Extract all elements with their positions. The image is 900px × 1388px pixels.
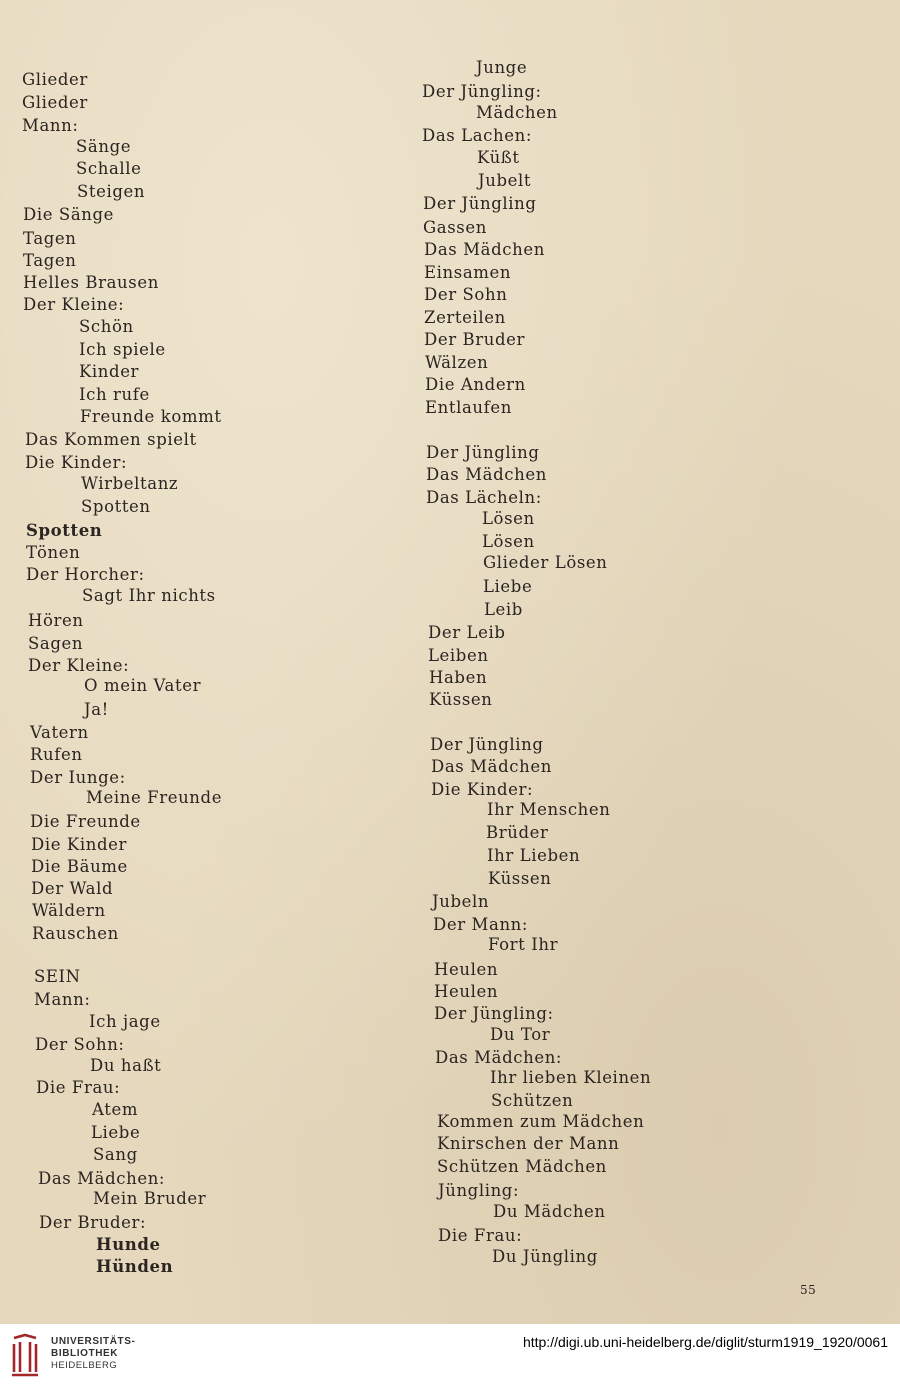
right-column-line: Die Kinder:	[431, 780, 534, 799]
right-column-line: Der Bruder	[424, 330, 525, 349]
right-column-line: Lösen	[482, 532, 535, 551]
library-logo-icon	[10, 1332, 40, 1378]
right-column-line: Das Mädchen	[424, 240, 545, 259]
left-column-line: Atem	[92, 1100, 139, 1119]
left-column-line: Die Frau:	[36, 1078, 121, 1097]
right-column-line: Der Jüngling:	[422, 82, 542, 101]
right-column-line: Die Frau:	[438, 1226, 523, 1245]
right-column-line: Der Jüngling:	[434, 1004, 554, 1023]
right-column-line: Fort Ihr	[488, 935, 559, 954]
right-column-line: Das Mädchen	[431, 757, 552, 776]
left-column-line: Die Kinder:	[25, 453, 128, 472]
left-column-line: Die Freunde	[30, 812, 141, 831]
left-column-line: O mein Vater	[84, 676, 202, 695]
left-column-line: Der Iunge:	[30, 768, 126, 787]
right-column-line: Die Andern	[425, 375, 526, 394]
left-column-line: Ich jage	[89, 1012, 161, 1031]
right-column-line: Junge	[476, 58, 528, 77]
left-column-line: Wirbeltanz	[81, 474, 179, 493]
left-column-line: SEIN	[34, 967, 81, 986]
left-column-line: Sagen	[28, 634, 84, 653]
right-column-line: Du Tor	[490, 1025, 551, 1044]
right-column-line: Der Jüngling	[423, 194, 537, 213]
left-column-line: Das Kommen spielt	[25, 430, 197, 449]
right-column-line: Das Mädchen:	[435, 1048, 563, 1067]
left-column-line: Spotten	[81, 497, 151, 516]
left-column-line: Glieder	[22, 70, 88, 89]
right-column-line: Mädchen	[476, 103, 558, 122]
right-column-line: Lösen	[482, 509, 535, 528]
left-column-line: Du haßt	[90, 1056, 162, 1075]
left-column-line: Mann:	[34, 990, 91, 1009]
right-column-line: Jubeln	[432, 892, 490, 911]
left-column-line: Glieder	[22, 93, 88, 112]
page-number: 55	[800, 1283, 817, 1297]
left-column-line: Mein Bruder	[93, 1189, 207, 1208]
right-column-line: Gassen	[423, 218, 487, 237]
left-column-line: Die Sänge	[23, 205, 115, 224]
right-column-line: Brüder	[486, 823, 549, 842]
library-name-line3: HEIDELBERG	[51, 1360, 118, 1371]
right-column-line: Küssen	[488, 869, 552, 888]
right-column-line: Der Sohn	[424, 285, 508, 304]
library-name-line1: UNIVERSITÄTS-	[51, 1336, 136, 1347]
left-column-line: Sang	[93, 1145, 138, 1164]
right-column-line: Einsamen	[424, 263, 512, 282]
left-column-line: Ich spiele	[79, 340, 166, 359]
left-column-line: Tönen	[26, 543, 81, 562]
right-column-line: Wälzen	[425, 353, 489, 372]
right-column-line: Der Jüngling	[426, 443, 540, 462]
right-column-line: Das Lächeln:	[426, 488, 542, 507]
right-column-line: Liebe	[483, 577, 533, 596]
right-column-line: Jubelt	[478, 171, 532, 190]
right-column-line: Kommen zum Mädchen	[437, 1112, 645, 1131]
right-column-line: Entlaufen	[425, 398, 512, 417]
right-column-line: Knirschen der Mann	[437, 1134, 620, 1153]
left-column-line: Sänge	[76, 137, 132, 156]
left-column-line: Liebe	[91, 1123, 141, 1142]
library-footer	[0, 1324, 900, 1388]
left-column-line: Hören	[28, 611, 84, 630]
left-column-line: Die Bäume	[31, 857, 128, 876]
left-column-line: Rauschen	[32, 924, 119, 943]
left-column-line: Schön	[79, 317, 134, 336]
left-column-line: Sagt Ihr nichts	[82, 586, 216, 605]
right-column-line: Küssen	[429, 690, 493, 709]
left-column-line: Das Mädchen:	[38, 1169, 166, 1188]
right-column-line: Küßt	[477, 148, 520, 167]
right-column-line: Ihr Lieben	[487, 846, 581, 865]
right-column-line: Das Lachen:	[422, 126, 532, 145]
left-column-line: Der Kleine:	[28, 656, 130, 675]
left-column-line: Helles Brausen	[23, 273, 159, 292]
right-column-line: Leib	[484, 600, 523, 619]
left-column-line: Hünden	[96, 1257, 174, 1276]
right-column-line: Der Mann:	[433, 915, 529, 934]
left-column-line: Der Bruder:	[39, 1213, 147, 1232]
left-column-line: Freunde kommt	[80, 407, 222, 426]
right-column-line: Jüngling:	[438, 1181, 520, 1200]
left-column-line: Vatern	[30, 723, 89, 742]
left-column-line: Meine Freunde	[86, 788, 223, 807]
left-column-line: Mann:	[22, 116, 79, 135]
right-column-line: Der Jüngling	[430, 735, 544, 754]
left-column-line: Wäldern	[32, 901, 106, 920]
right-column-line: Ihr Menschen	[487, 800, 611, 819]
right-column-line: Haben	[429, 668, 488, 687]
right-column-line: Du Mädchen	[493, 1202, 606, 1221]
right-column-line: Ihr lieben Kleinen	[490, 1068, 652, 1087]
left-column-line: Spotten	[26, 521, 103, 540]
document-url-link[interactable]: http://digi.ub.uni-heidelberg.de/diglit/sturm1919_1920/0061	[522, 1334, 888, 1350]
left-column-line: Der Kleine:	[23, 295, 125, 314]
right-column-line: Heulen	[434, 960, 499, 979]
left-column-line: Ja!	[84, 700, 109, 719]
left-column-line: Der Sohn:	[35, 1035, 125, 1054]
left-column-line: Tagen	[23, 251, 77, 270]
left-column-line: Rufen	[30, 745, 83, 764]
left-column-line: Schalle	[76, 159, 142, 178]
left-column-line: Hunde	[96, 1235, 161, 1254]
left-column-line: Tagen	[23, 229, 77, 248]
left-column-line: Steigen	[77, 182, 146, 201]
library-name-line2: BIBLIOTHEK	[51, 1348, 119, 1359]
right-column-line: Du Jüngling	[492, 1247, 598, 1266]
right-column-line: Heulen	[434, 982, 499, 1001]
right-column-line: Der Leib	[428, 623, 506, 642]
right-column-line: Das Mädchen	[426, 465, 547, 484]
left-column-line: Die Kinder	[31, 835, 127, 854]
left-column-line: Kinder	[79, 362, 140, 381]
right-column-line: Leiben	[428, 646, 489, 665]
left-column-line: Der Wald	[31, 879, 114, 898]
right-column-line: Zerteilen	[424, 308, 506, 327]
left-column-line: Ich rufe	[79, 385, 150, 404]
right-column-line: Schützen Mädchen	[437, 1157, 607, 1176]
right-column-line: Glieder Lösen	[483, 553, 608, 572]
right-column-line: Schützen	[491, 1091, 574, 1110]
left-column-line: Der Horcher:	[26, 565, 145, 584]
